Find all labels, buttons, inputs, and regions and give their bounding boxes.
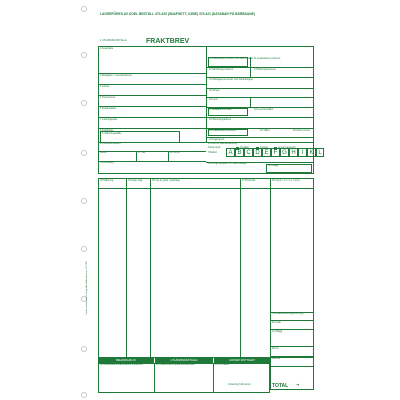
rule — [136, 151, 137, 161]
punch-hole — [81, 150, 87, 156]
code-letter-l[interactable]: L — [316, 148, 324, 157]
label-kvitt: Kvittering (fullt namn) — [228, 383, 251, 386]
label-fraktforare: 8 Fraktförare — [100, 129, 114, 132]
label-postnr: 5 Postnummer — [100, 96, 116, 99]
band-utlamning: UTLÄMNINGSSTÄLLE — [155, 358, 213, 363]
band-behandlad: BEHANDLAD AV — [98, 358, 154, 363]
rule — [154, 363, 155, 393]
punch-hole — [81, 392, 87, 398]
rule — [126, 178, 127, 358]
rule — [270, 366, 314, 367]
label-avgang: 23 Avgångsort — [209, 138, 225, 141]
code-letter-k[interactable]: K — [307, 148, 316, 157]
label-tillagg2: 41 Tillägg — [272, 330, 283, 333]
col-markning: 33 Märkning — [100, 179, 114, 182]
col-innehall: 36 Typ av gods / godsslag — [152, 179, 180, 182]
rule — [98, 142, 314, 143]
label-betalnr: 17 Betalarens kundnr — [209, 108, 232, 111]
label-hamtning: 19 Hämtningsadress — [209, 118, 231, 121]
label-lager: 7 Lastningsplats — [100, 118, 118, 121]
punch-hole — [81, 52, 87, 58]
label-sig1: 42 Avsändarens/fraktförarens underskrift — [100, 363, 144, 366]
label-fragile: Ömtåligt — [240, 146, 249, 149]
form-header-text: LAGERFÖRES AV DOEL BESTÄLL 373.320 (SNAPSETT, UZBE) 373.321 (DATABAR PÅ BÄRBSANE) — [100, 12, 255, 16]
label-mottagare: 3 Mottagare / Leveransadress — [100, 74, 132, 77]
signature-area — [98, 363, 270, 393]
label-bes: 26 Bestämmelseort — [100, 142, 121, 145]
band-godset: GODSET MOTTAGET — [214, 358, 270, 363]
rule — [98, 161, 206, 162]
label-godsslag: 31 Godsslag — [100, 161, 114, 164]
punch-hole — [81, 346, 87, 352]
label-avsandnr: 11 Avsändarens referens — [254, 57, 281, 60]
code-letter-i[interactable]: I — [298, 148, 307, 157]
rule — [250, 57, 251, 77]
label-adress: 4 Adress — [100, 85, 110, 88]
code-letter-d[interactable]: D — [253, 148, 262, 157]
waybill-form — [88, 0, 325, 400]
rule — [206, 97, 314, 98]
code-letter-c[interactable]: C — [244, 148, 253, 157]
label-villkor: 22 Villkor — [260, 129, 270, 132]
label-sig2: 43 Fraktförarens underskrift/stämpel — [156, 363, 195, 366]
code-letter-a[interactable]: A — [226, 148, 235, 157]
label-kylvara: Kylvara — [260, 146, 268, 149]
label-annan: Annan hantering — [278, 146, 296, 149]
label-kollinr: 20 Kolli-nummer — [293, 129, 311, 132]
code-letter-g[interactable]: G — [280, 148, 289, 157]
label-land: 16 Land — [209, 98, 218, 101]
punch-hole — [81, 100, 87, 106]
label-mottagnr: 14 Mottagarens kundnr hos fraktföretaget — [209, 78, 253, 81]
perforation-holes — [78, 0, 88, 400]
label-utlamningsstalle: 9 Utlämningsställe — [102, 132, 122, 135]
label-kod: 25 Kod för specialhantering — [208, 142, 238, 145]
label-frakt: 40 Frakt — [272, 321, 281, 324]
label-datum: Datum — [100, 151, 108, 154]
arrow-icon: ➜ — [296, 382, 300, 387]
label-adress2: 15 Adress — [209, 89, 220, 92]
total-label: TOTAL — [272, 383, 289, 389]
code-letter-b[interactable]: B — [235, 148, 244, 157]
label-volym: 28 Volym — [170, 151, 180, 154]
rule — [98, 84, 206, 85]
label-bestall: 39 Fraktberäkningsgrund (kg) — [272, 312, 304, 315]
label-fraktnr: 12 Sändnings-referens — [209, 68, 234, 71]
label-farligt: Farligt gods — [208, 146, 221, 149]
rule — [98, 188, 314, 189]
rule — [150, 178, 151, 358]
punch-hole — [81, 198, 87, 204]
label-moms: Moms — [272, 347, 279, 350]
label-vikt: 27 Vikt — [138, 151, 146, 154]
label-ytterligare: 30 Övriga uppgifter för fraktföretaget — [208, 162, 247, 165]
rule — [168, 151, 169, 161]
rule — [213, 363, 214, 393]
rule — [240, 178, 241, 358]
rule — [98, 151, 206, 152]
code-letter-f[interactable]: F — [271, 148, 280, 157]
rule — [98, 128, 206, 129]
label-tilla: 32 Tillägg — [268, 164, 279, 167]
label-termin: 18 Leveransvillkor — [254, 108, 274, 111]
rule — [206, 88, 314, 89]
label-sig3: 44 Ort, datum — [215, 363, 230, 366]
col-antal: 34 Antal, slag — [128, 179, 143, 182]
form-title: FRAKTBREV — [146, 38, 190, 45]
rule — [250, 97, 251, 107]
label-summa: Summa — [272, 357, 281, 360]
col-bruttovikt: 37 Bruttovikt — [242, 179, 256, 182]
label-betalare: 6 Fraktbetalare — [100, 107, 117, 110]
label-sandnr: 10 Avsändarens kundnr hos fraktföretaget — [209, 57, 254, 60]
label-fraktnr2: 21 Fraktförarens referens — [209, 129, 236, 132]
code-letter-h[interactable]: H — [289, 148, 298, 157]
label-avsandare: 2 Avsändare — [100, 47, 114, 50]
code-letter-e[interactable]: E — [262, 148, 271, 157]
side-print-info: Tryckt av Bernstorff Förlags AB. Artikelnummer 373.320 — [86, 261, 88, 315]
punch-hole — [81, 6, 87, 12]
col-volym: 38 Volym / m³ x b x h (cm) — [272, 179, 300, 182]
label-godsnr: 13 Bokningsreferens — [254, 68, 276, 71]
form-label-utlamning: 1 UTLÄMNINGSSTÄLLE — [100, 39, 127, 42]
label-tillstand: Tillstånd — [208, 151, 217, 154]
